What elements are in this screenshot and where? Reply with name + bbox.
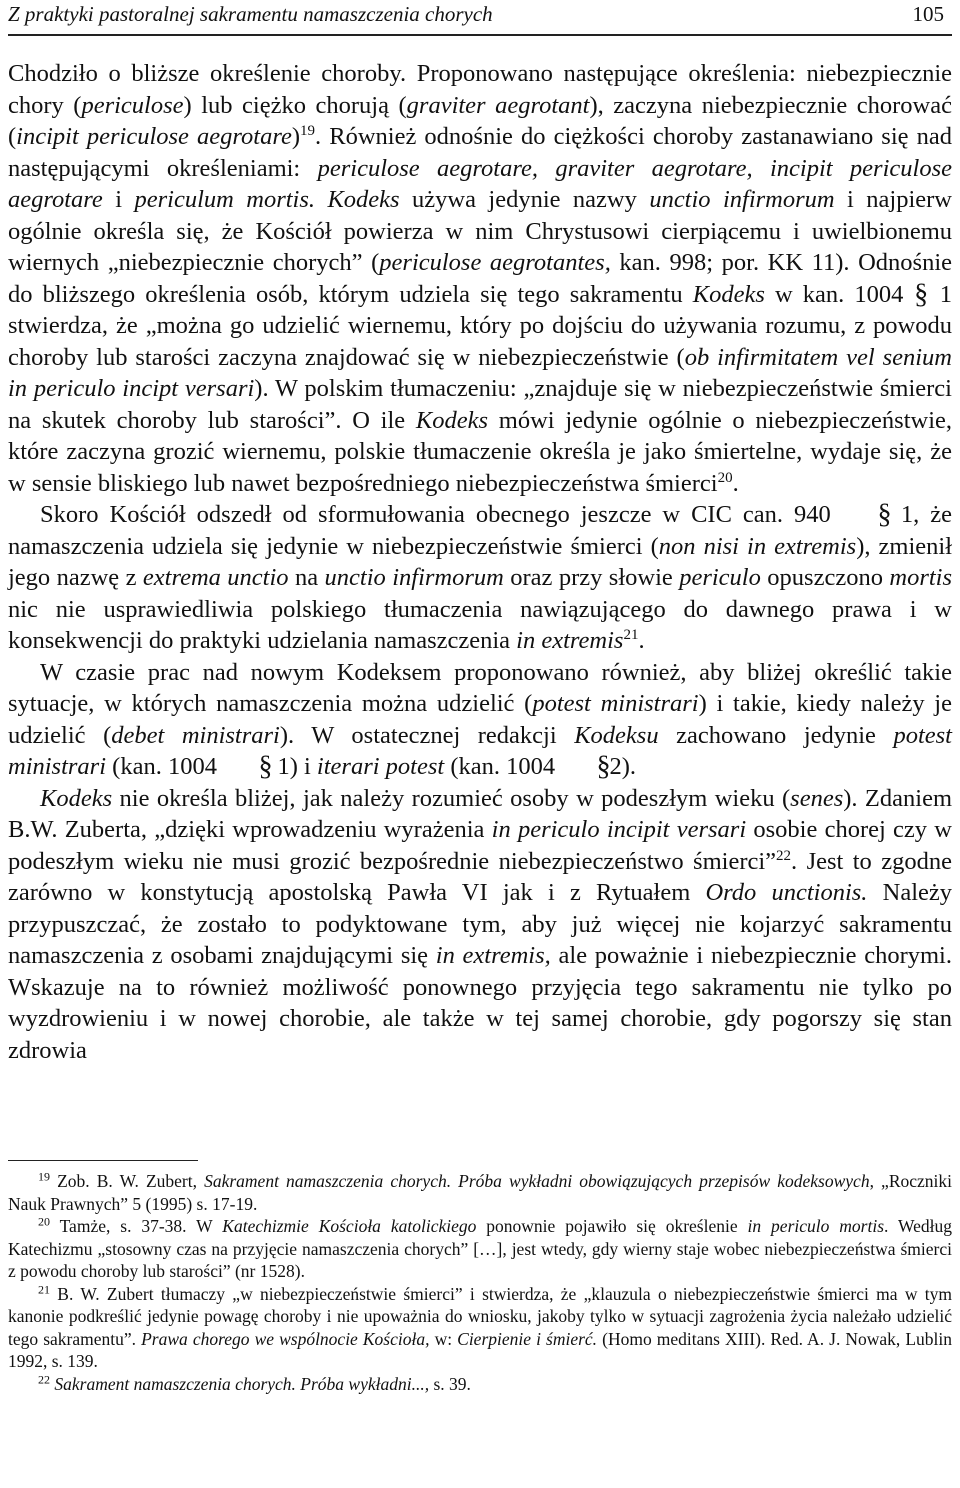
footnote-number: 21 (38, 1281, 50, 1296)
footnote-ref-22[interactable]: 22 (776, 847, 792, 864)
paragraph-4: Kodeks nie określa bliżej, jak należy rozumieć osoby w podeszłym wieku (senes). Zdaniem B.W. Zuberta, „dzięki wprowadzeniu wyrażenia in periculo incipit versari osobie chorej czy w podeszłym wieku nie musi grozić bezpośrednie niebezpieczeństwo śmierci”$^{22}$. Jest to zgodne zarówno w konstytucją apostolską Pawła VI jak i z Rytuałem Ordo unctionis. Należy przypuszczać, że zostało to podyktowane tym, aby już więcej nie kojarzyć sakramentu namaszczenia z osobami znajdującymi się in extremis, ale poważnie i niebezpiecznie chorymi. Wskazuje na to również możliwość ponownego przyjęcia tego sakramentu nie tylko po wyzdrowieniu i w nowej chorobie, ale także w tej samej chorobie, gdy pogorszy się stan zdrowia (8, 784, 953, 1064)
section-sign: § (914, 278, 929, 310)
running-title: Z praktyki pastoralnej sakramentu namaszczenia chorych (8, 2, 493, 26)
footnote-21: $^{21}$ B. W. Zubert tłumaczy „w niebezpieczeństwie śmierci” i stwierdza, że „klauzula o niebezpieczeństwie śmierci ma w tym kanonie podkreślić jedynie powagę choroby i nie upoważnia do wniosku, jakoby tylko w sytuacji zagrożenia życia należało udzielić tego sakramentu”. Prawa chorego we wspólnocie Kościoła, w: Cierpienie i śmierć. (Homo meditans XIII). Red. A. J. Nowak, Lublin 1992, s. 139. (8, 1281, 953, 1371)
footnote-ref-21[interactable]: 21 (623, 627, 639, 643)
footnote-ref-20[interactable]: 20 (717, 469, 733, 486)
footnote-ref-19[interactable]: 19 (300, 123, 316, 139)
footnote-20: $^{20}$ Tamże, s. 37-38. W Katechizmie Kościoła katolickiego ponownie pojawiło się określenie in periculo mortis. Według Katechizmu „stosowny czas na przyjęcie namaszczenia chorych” […], jest wtedy, gdy wierny staje wobec niebezpieczeństwa śmierci z powodu choroby lub starości” (nr 1528). (8, 1214, 952, 1281)
paragraph-2: Skoro Kościół odszedł od sformułowania obecnego jeszcze w CIC can. 940 § 1, że namaszczenia udziela się jedynie w niebezpieczeństwie śmierci (non nisi in extremis), zmienił jego nazwę z extrema unctio na unctio infirmorum oraz przy słowie periculo opuszczono mortis nic nie usprawiedliwia polskiego tłumaczenia nawiązującego do dawnego prawa i w konsekwencji do praktyki udzielania namaszczenia in extremis$^{21}$. (8, 499, 952, 657)
section-sign: § (596, 750, 611, 782)
paragraph-1: Chodziło o bliższe określenie choroby. Proponowano następujące określenia: niebezpiecznie chory (periculose) lub ciężko chorują (graviter aegrotant), zaczyna niebezpiecznie chorować (incipit periculose aegrotare)$^{19}$. Również odnośnie do ciężkości choroby zastanawiano się nad następującymi określeniami: periculose aegrotare, graviter aegrotare, incipit periculose aegrotare i periculum mortis. Kodeks używa jedynie nazwy unctio infirmorum i najpierw ogólnie określa się, że Kościół powierza w nim Chrystusowi cierpiącemu i uwielbionemu wiernych „niebezpiecznie chorych” (periculose aegrotantes, kan. 998; por. KK 11). Odnośnie do bliższego określenia osób, którym udziela się tego sakramentu Kodeks w kan. 1004 § 1 stwierdza, że „można go udzielić wiernemu, który po dojściu do używania rozumu, z powodu choroby lub starości zaczyna znajdować się w niebezpieczeństwie (ob infirmitatem vel senium in periculo incipt versari). W polskim tłumaczeniu: „znajduje się w niebezpieczeństwie śmierci na skutek choroby lub starości”. O ile Kodeks mówi jedynie ogólnie o niebezpieczeństwie, które zaczyna grozić wiernemu, polskie tłumaczenie określa je jako śmiertelne, wydaje się, że w sensie bliskiego lub nawet bezpośredniego niebezpieczeństwa śmierci$^{20}$. (8, 60, 953, 497)
footnote-number: 19 (38, 1169, 50, 1184)
footnote-22: $^{22}$ Sakrament namaszczenia chorych. Próba wykładni..., s. 39. (38, 1371, 471, 1394)
footnote-19: $^{19}$ Zob. B. W. Zubert, Sakrament namaszczenia chorych. Próba wykładni obowiązujących przepisów kodeksowych, „Roczniki Nauk Prawnych” 5 (1995) s. 17-19. (8, 1169, 952, 1214)
footnote-number: 20 (38, 1214, 50, 1229)
footnotes (8, 1170, 952, 1395)
section-sign: § (877, 498, 892, 530)
footnote-number: 22 (38, 1371, 50, 1386)
page-number: 105 (912, 2, 944, 26)
paragraph-3: W czasie prac nad nowym Kodeksem proponowano również, aby bliżej określić takie sytuacje, w których namaszczenia można udzielić (potest ministrari) i takie, kiedy należy je udzielić (debet ministrari). W ostatecznej redakcji Kodeksu zachowano jedynie potest ministrari (kan. 1004 § 1) i iterari potest (kan. 1004 §2). (8, 657, 952, 783)
body-text (8, 58, 952, 1066)
section-sign: § (258, 750, 273, 782)
running-head (8, 0, 952, 36)
footnote-divider (8, 1160, 198, 1161)
